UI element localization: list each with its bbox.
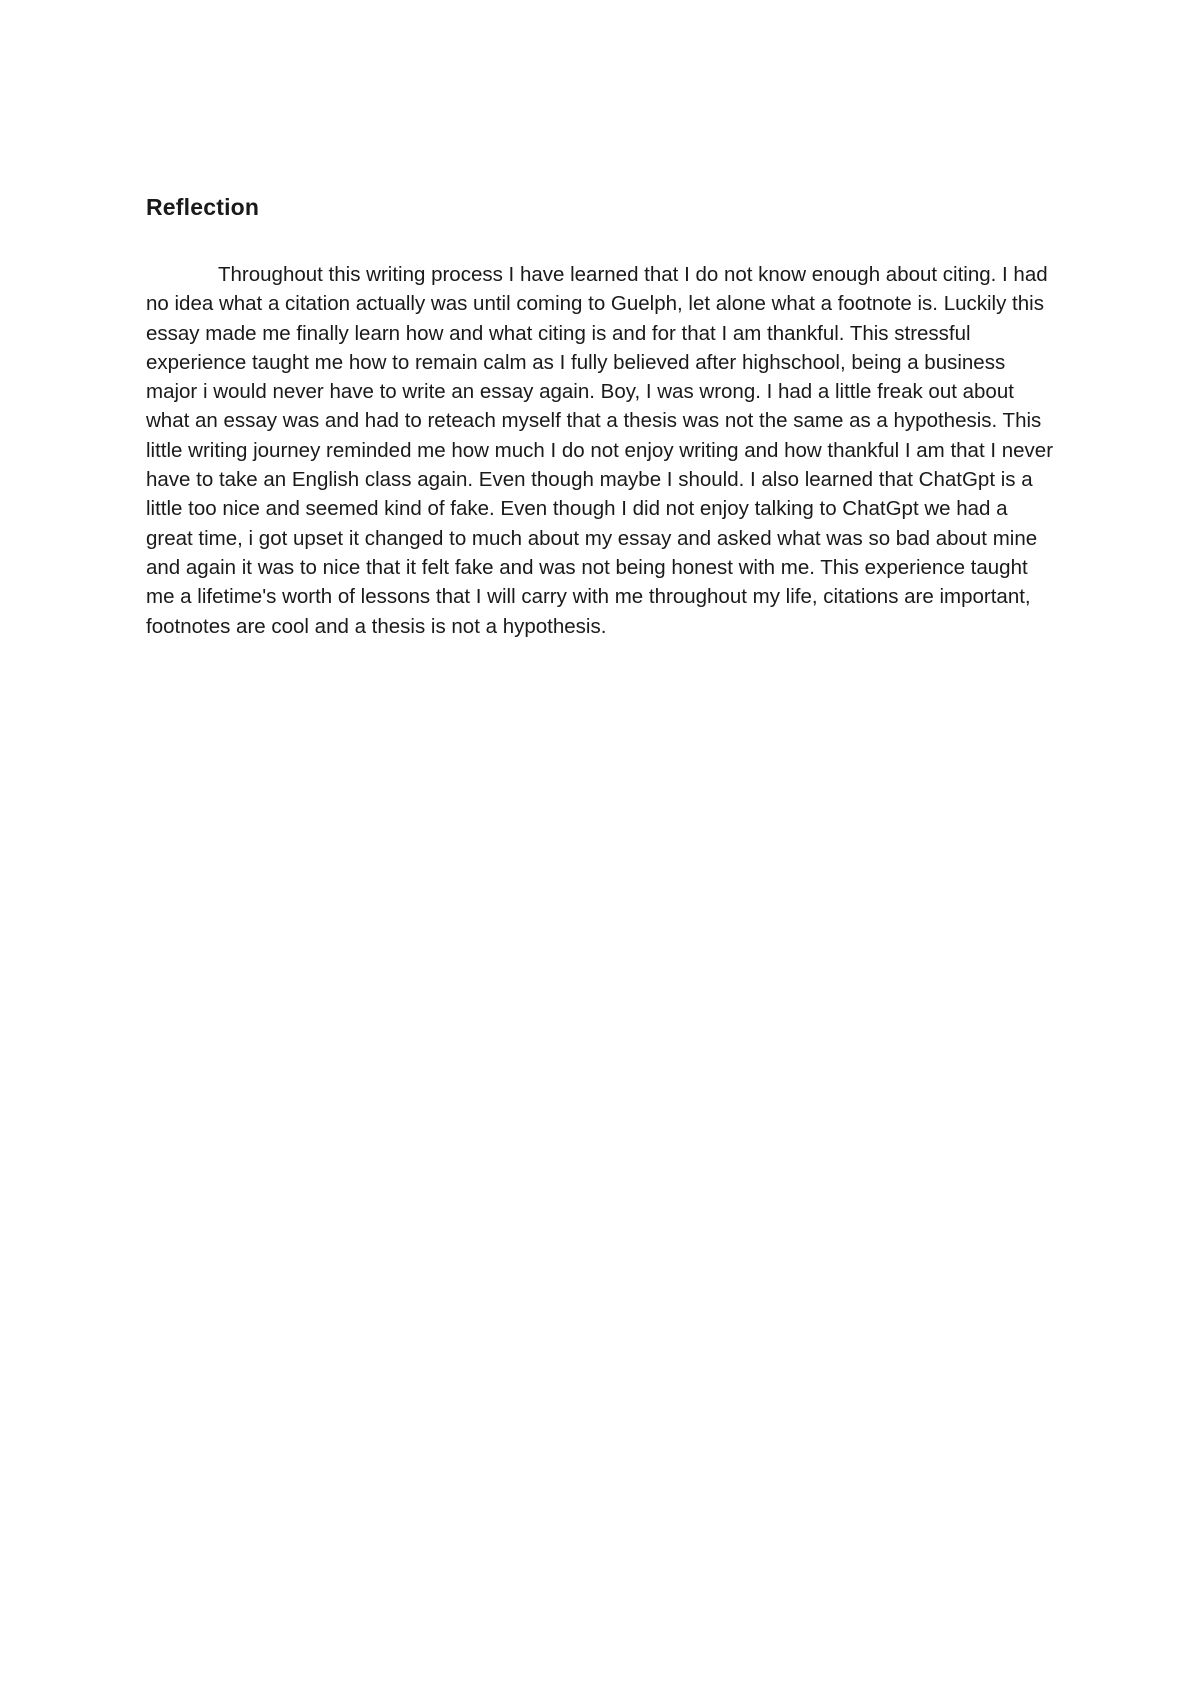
document-title: Reflection: [146, 194, 260, 220]
body-paragraph: Throughout this writing process I have learned that I do not know enough about citing. I had no idea what a citation actually was until coming to Guelph, let alone what a footnote is. Luckily this essay made me finally learn how and what citing is and for that I am thankful. This stressful experience taught me how to remain calm as I fully believed after highschool, being a business major i would never have to write an essay again. Boy, I was wrong. I had a little freak out about what an essay was and had to reteach myself that a thesis was not the same as a hypothesis. This little writing journey reminded me how much I do not enjoy writing and how thankful I am that I never have to take an English class again. Even though maybe I should. I also learned that ChatGpt is a little too nice and seemed kind of fake. Even though I did not enjoy talking to ChatGpt we had a great time, i got upset it changed to much about my essay and asked what was so bad about mine and again it was to nice that it felt fake and was not being honest with me. This experience taught me a lifetime's worth of lessons that I will carry with me throughout my life, citations are important, footnotes are cool and a thesis is not a hypothesis.: [146, 263, 1054, 638]
document-content: [146, 192, 1058, 641]
